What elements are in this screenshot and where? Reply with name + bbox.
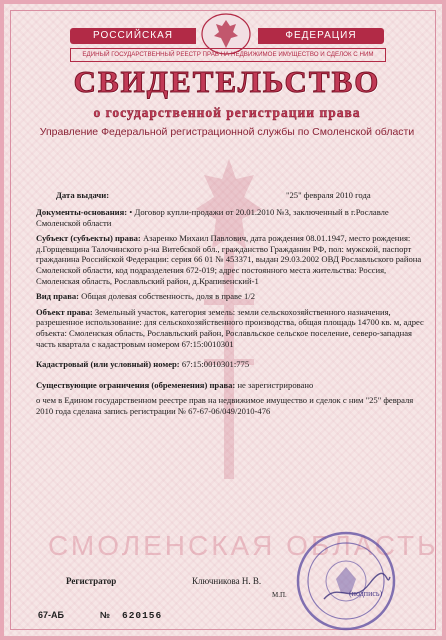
issuing-authority: Управление Федеральной регистрационной службы по Смоленской области	[39, 126, 415, 138]
subject-value: Азаренко Михаил Павлович, дата рождения 08.01.1947, место рождения: д.Горщевщина Талочинского р-на Витебской обл., гражданство Гражданин РФ, пол: мужской, паспорт гражданина Российской Федерации: серия 66 01 № 453371, выдан 29.03.2002 ОВД Рославльского района Смоленской области, код подразделения 672-019; адрес постоянного места жительства: Россия, Смоленская область, Рославльский район, д.Крапивенский-1	[36, 233, 422, 286]
number-sign: №	[100, 610, 111, 620]
encumbrance-value: не зарегистрировано	[237, 379, 314, 390]
encumbrance-label: Существующие ограничения (обременения) права:	[36, 379, 236, 390]
registrar-label: Регистратор	[66, 576, 117, 586]
issue-date-row	[36, 190, 424, 202]
document-subtitle: о государственной регистрации права	[93, 105, 361, 120]
object-label: Объект права:	[36, 306, 93, 317]
header-band-right	[258, 28, 384, 44]
band-left-text: РОССИЙСКАЯ	[93, 30, 173, 41]
cadastral-row	[36, 359, 424, 370]
subject-row	[36, 233, 424, 286]
right-type-label: Вид права:	[36, 291, 80, 302]
certificate-number: 620156	[122, 610, 163, 621]
basis-label: Документы-основания:	[36, 207, 128, 217]
document-title: СВИДЕТЕЛЬСТВО	[73, 64, 381, 99]
issue-date-label: Дата выдачи:	[56, 190, 110, 200]
region-watermark: СМОЛЕНСКАЯ ОБЛАСТЬ	[48, 530, 439, 561]
certificate-body	[36, 190, 424, 417]
registrar-name: Ключникова Н. В.	[192, 576, 262, 586]
object-row	[36, 307, 424, 349]
cadastral-label: Кадастровый (или условный) номер:	[36, 359, 180, 370]
record-text: о чем в Едином государственном реестре прав на недвижимое имущество и сделок с ним "25" февраля 2010 года сделана запись регистрации № 67-67-06/049/2010-476	[36, 395, 414, 416]
encumbrance-row	[36, 380, 424, 391]
right-type-value: Общая долевая собственность, доля в праве 1/2	[81, 291, 255, 302]
seal-mark: М.П.	[272, 591, 287, 599]
registry-line: ЕДИНЫЙ ГОСУДАРСТВЕННЫЙ РЕЕСТР ПРАВ НА НЕДВИЖИМОЕ ИМУЩЕСТВО И СДЕЛОК С НИМ	[70, 48, 386, 62]
band-right-text: ФЕДЕРАЦИЯ	[285, 30, 357, 41]
basis-row	[36, 207, 424, 228]
issue-date-value: "25" февраля 2010 года	[286, 190, 371, 200]
basis-value: • Договор купли-продажи от 20.01.2010 №3, заключенный в г.Рославле Смоленской области	[36, 207, 389, 228]
subject-label: Субъект (субъекты) права:	[36, 233, 141, 244]
signature-label: (подпись)	[349, 589, 383, 598]
official-stamp-icon	[294, 529, 398, 633]
right-type-row	[36, 291, 424, 302]
series-code: 67-АБ	[38, 610, 64, 620]
header-band-left	[70, 28, 196, 44]
object-value: Земельный участок, категория земель: земли сельскохозяйственного назначения, разрешенное использование: для сельскохозяйственного производства, общая площадь 14700 кв. м, адрес объекта: Смоленская область, Рославльский район, Рославльское сельское поселение, северо-западная часть квартала с кадастровым номером 67:15:0010301	[36, 306, 424, 349]
cadastral-value: 67:15:0010301:775	[181, 359, 250, 370]
